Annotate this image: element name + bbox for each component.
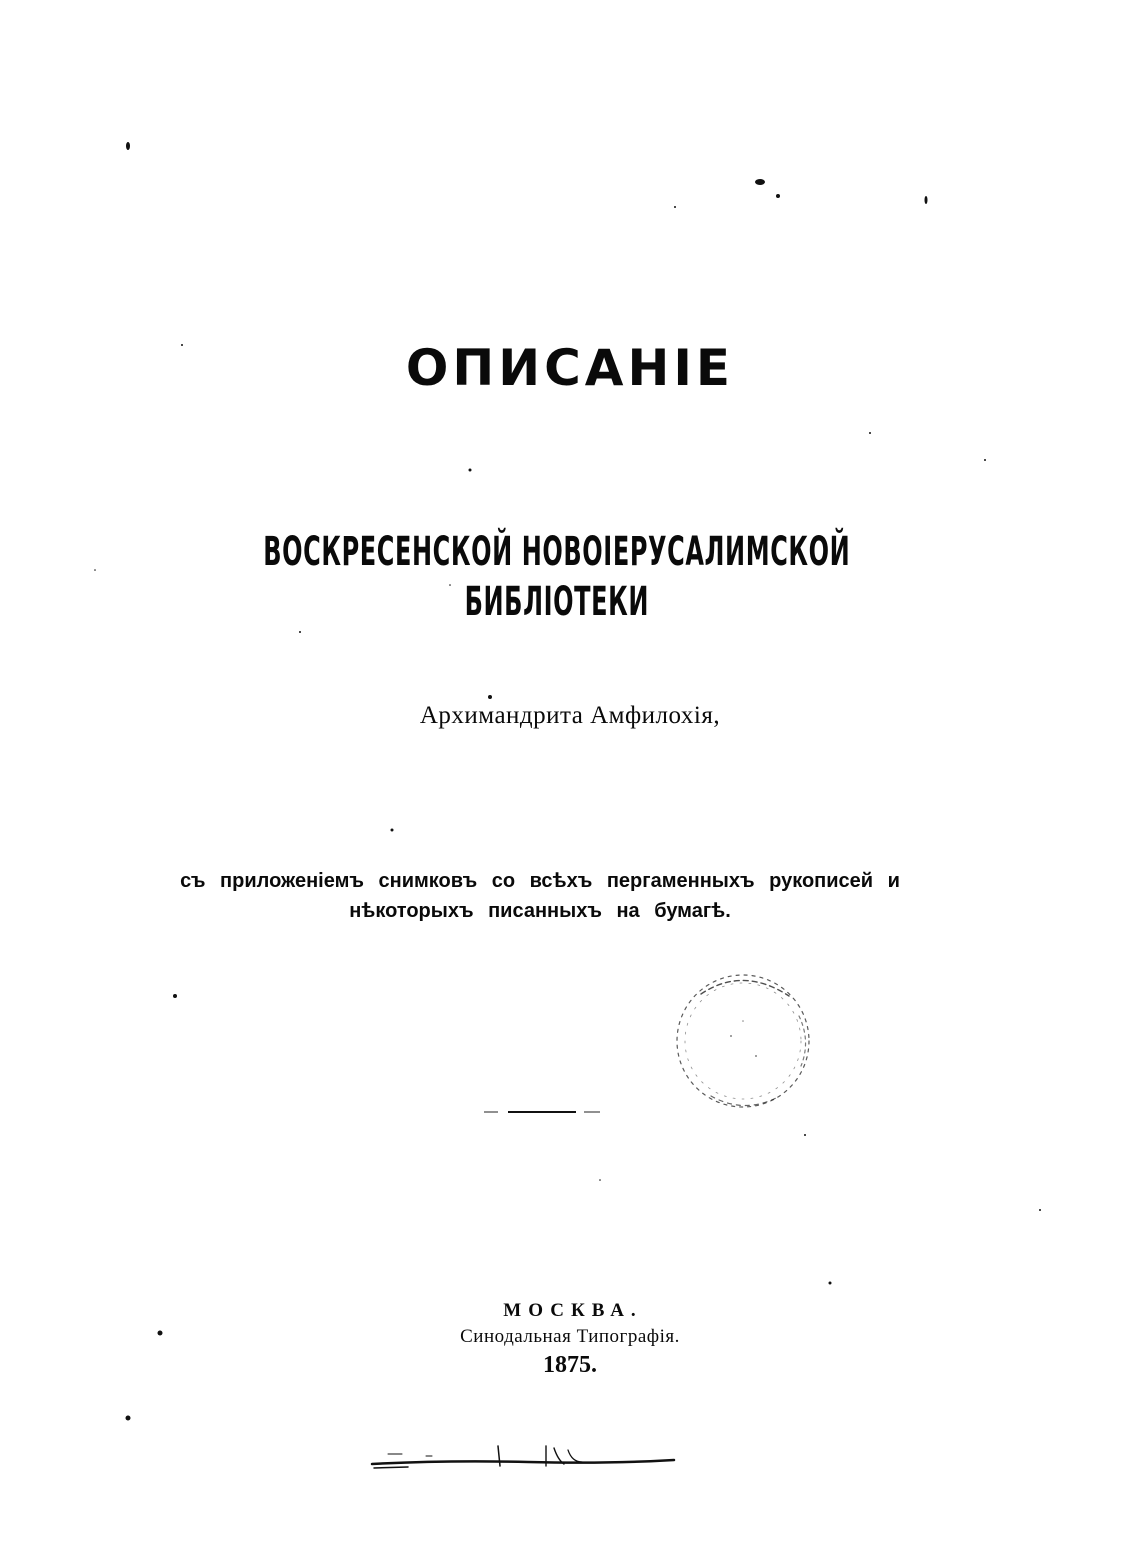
appendix-line-2: нѣкоторыхъ писанныхъ на бумагѣ. [349, 900, 731, 922]
imprint-year: 1875. [543, 1352, 597, 1378]
imprint [0, 1298, 1140, 1380]
book-subtitle: ВОСКРЕСЕНСКОЙ НОВОІЕРУСАЛИМСКОЙ БИБЛІОТЕКИ [263, 529, 851, 625]
library-stamp-icon [671, 966, 816, 1116]
book-title: ОПИСАНІЕ [405, 339, 735, 397]
imprint-press: Синодальная Типографія. [460, 1326, 680, 1347]
imprint-city: МОСКВА. [503, 1300, 643, 1321]
ornamental-rule [484, 1110, 600, 1114]
appendix-note [160, 866, 920, 926]
bottom-rule-scribble [368, 1440, 680, 1476]
appendix-line-1: съ приложеніемъ снимковъ со всѣхъ пергаменныхъ рукописей и [180, 870, 900, 892]
author-line: Архимандрита Амфилохія, [419, 702, 721, 729]
